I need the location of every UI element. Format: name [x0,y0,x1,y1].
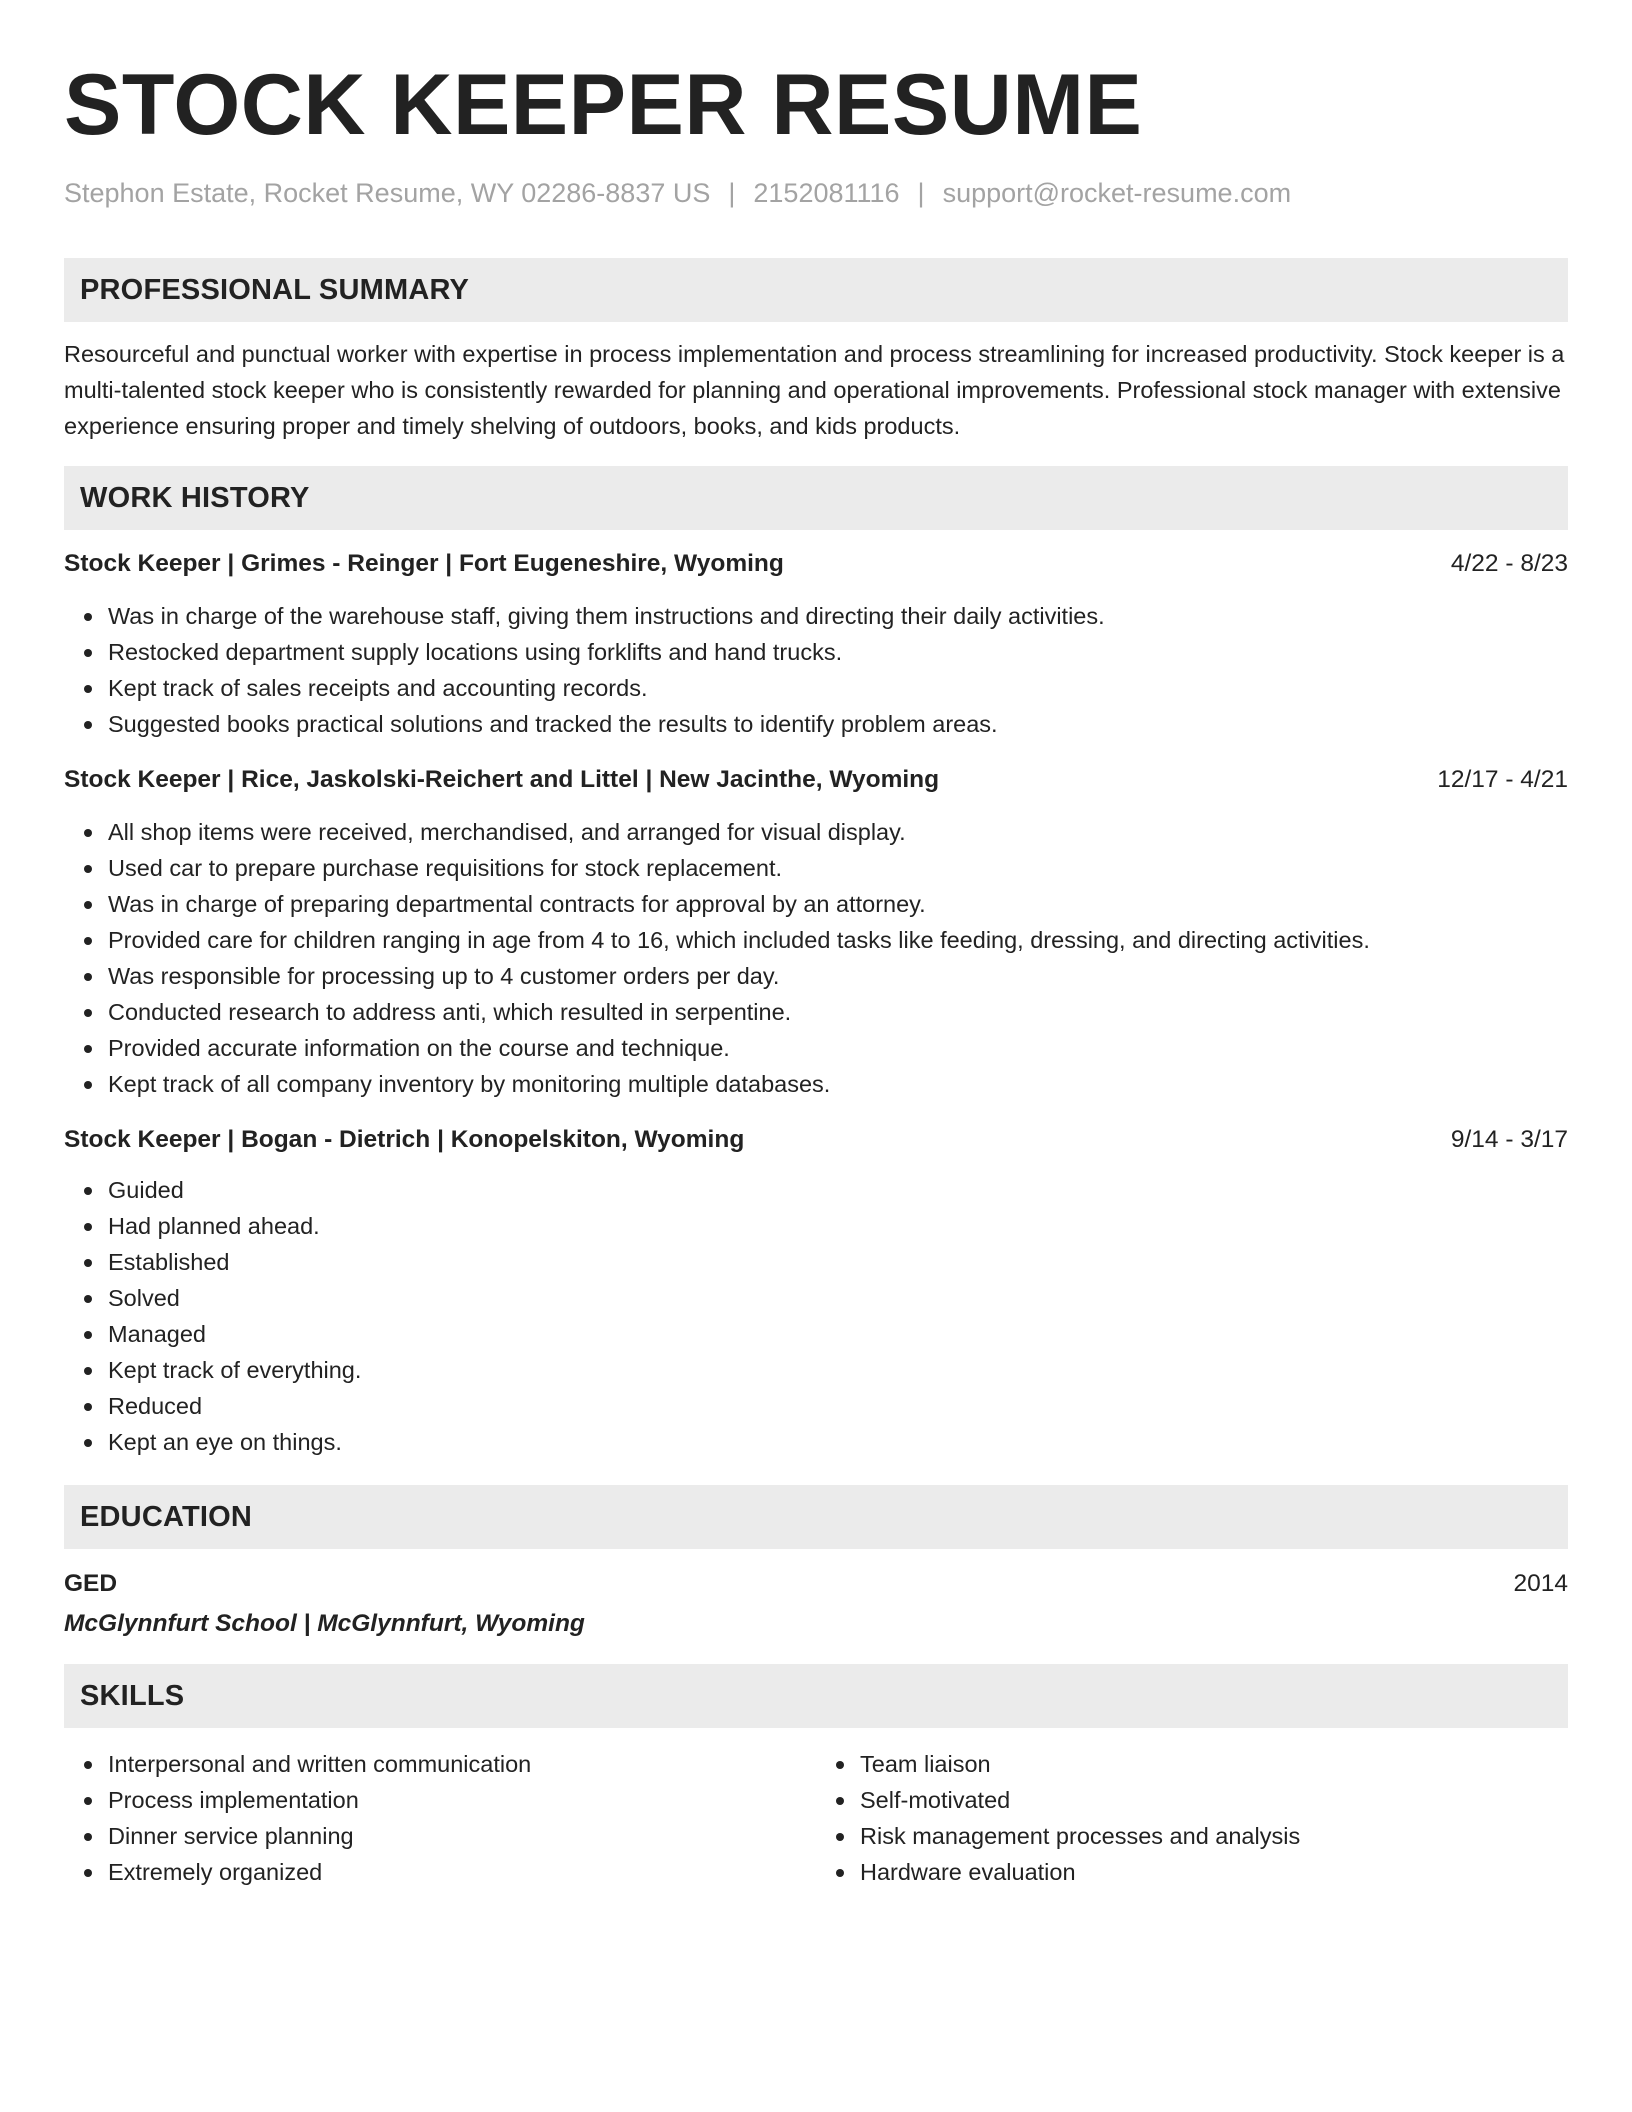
skills-section [64,1664,1568,1890]
education-row [64,1569,1568,1599]
job-title: Stock Keeper | Grimes - Reinger | Fort Eugeneshire, Wyoming [64,550,784,577]
job-bullet: Established [108,1244,1568,1280]
job-bullet: Provided care for children ranging in age from 4 to 16, which included tasks like feeding, dressing, and directing activities. [108,922,1568,958]
contact-line [64,180,1568,207]
education-section [64,1485,1568,1639]
work-history-section [64,466,1568,1460]
job-bullet: All shop items were received, merchandised, and arranged for visual display. [108,814,1568,850]
job-bullet: Kept an eye on things. [108,1424,1568,1460]
education-school: McGlynnfurt School | McGlynnfurt, Wyoming [64,1610,585,1637]
contact-phone: 2152081116 [753,178,900,208]
education-heading: EDUCATION [64,1485,1568,1549]
skill-item: Dinner service planning [108,1818,816,1854]
job-header [64,765,1568,795]
job-entry [64,1125,1568,1460]
summary-section [64,258,1568,444]
contact-address: Stephon Estate, Rocket Resume, WY 02286-8837 US [64,178,711,208]
education-year: 2014 [1513,1570,1568,1597]
skill-item: Hardware evaluation [860,1854,1568,1890]
skill-item: Extremely organized [108,1854,816,1890]
job-bullet: Kept track of everything. [108,1352,1568,1388]
job-bullet: Solved [108,1280,1568,1316]
job-bullet: Provided accurate information on the course and technique. [108,1030,1568,1066]
work-history-heading: WORK HISTORY [64,466,1568,530]
summary-heading: PROFESSIONAL SUMMARY [64,258,1568,322]
job-title: Stock Keeper | Bogan - Dietrich | Konopelskiton, Wyoming [64,1126,745,1153]
skill-item: Team liaison [860,1746,1568,1782]
job-bullet: Suggested books practical solutions and tracked the results to identify problem areas. [108,706,1568,742]
job-bullet: Kept track of sales receipts and accounting records. [108,670,1568,706]
contact-separator: | [917,178,925,208]
job-bullet: Kept track of all company inventory by monitoring multiple databases. [108,1066,1568,1102]
skills-columns [64,1746,1568,1890]
job-entry [64,549,1568,742]
job-bullets [64,814,1568,1102]
job-dates: 9/14 - 3/17 [1450,1126,1568,1153]
job-bullet: Guided [108,1172,1568,1208]
job-bullet: Was in charge of the warehouse staff, giving them instructions and directing their daily activities. [108,598,1568,634]
job-bullet: Was responsible for processing up to 4 customer orders per day. [108,958,1568,994]
job-title: Stock Keeper | Rice, Jaskolski-Reichert and Littel | New Jacinthe, Wyoming [64,766,940,793]
job-bullet: Conducted research to address anti, which resulted in serpentine. [108,994,1568,1030]
job-dates: 12/17 - 4/21 [1437,766,1568,793]
contact-email: support@rocket-resume.com [942,178,1292,208]
resume-title: STOCK KEEPER RESUME [64,57,1143,153]
job-header [64,1125,1568,1155]
skill-item: Risk management processes and analysis [860,1818,1568,1854]
skills-heading: SKILLS [64,1664,1568,1728]
education-degree: GED [64,1570,118,1597]
skill-item: Process implementation [108,1782,816,1818]
job-bullet: Used car to prepare purchase requisitions for stock replacement. [108,850,1568,886]
job-bullet: Managed [108,1316,1568,1352]
job-bullets [64,598,1568,742]
job-header [64,549,1568,579]
skills-list-left [64,1746,816,1890]
job-bullet: Restocked department supply locations using forklifts and hand trucks. [108,634,1568,670]
skill-item: Self-motivated [860,1782,1568,1818]
skills-list-right [816,1746,1568,1890]
job-bullet: Had planned ahead. [108,1208,1568,1244]
summary-text: Resourceful and punctual worker with expertise in process implementation and process streamlining for increased productivity. Stock keeper is a multi-talented stock keeper who is consistently rewarded for planning and operational improvements. Professional stock manager with extensive experience ensuring proper and timely shelving of outdoors, books, and kids products. [64,341,1565,439]
skill-item: Interpersonal and written communication [108,1746,816,1782]
job-bullets [64,1172,1568,1460]
job-bullet: Reduced [108,1388,1568,1424]
job-bullet: Was in charge of preparing departmental contracts for approval by an attorney. [108,886,1568,922]
job-entry [64,765,1568,1102]
job-dates: 4/22 - 8/23 [1450,550,1568,577]
contact-separator: | [728,178,736,208]
